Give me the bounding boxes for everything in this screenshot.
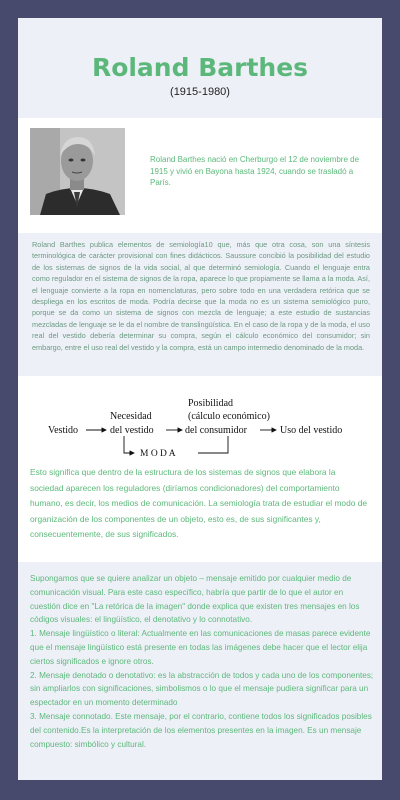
page-title: Roland Barthes [91,53,309,82]
bio-text: Roland Barthes nació en Cherburgo el 12 de noviembre de 1915 y vivió en Bayona hasta 1924, cuando se trasladó a París. [150,155,360,187]
messages-section [18,562,382,780]
diagram-posibilidad-2: (cálculo económico) [188,411,270,422]
life-years: (1915-1980) [170,86,230,98]
diagram-uso: Uso del vestido [280,425,343,436]
message-item-linguistic: 1. Mensaje lingüístico o literal: Actualmente en las comunicaciones de masas parece evidente que el mensaje lingüístico está presente en todas las imágenes debe hacer que el lector elija ciertos significados e ignore otros. [30,629,371,666]
portrait-illustration [30,128,125,215]
diagram-moda-arrow-left [124,436,134,453]
fashion-diagram-section [18,376,382,562]
message-item-denotative: 2. Mensaje denotado o denotativo: es la abstracción de todos y cada uno de los componentes; sin ampliarlos con significaciones, simbolismos o lo que el mensaje pudiera significar para un espectador en un momento determinado [30,670,374,708]
messages-intro: Supongamos que se quiere analizar un objeto – mensaje emitido por cualquier medio de comunicación visual. Para este caso específico, habría que partir de lo que el autor en cuestión dice en "La retórica de la imagen" donde explica que existen tres mensajes en los códigos visuales: el lingüístico, el denotativo y lo connotativo. [30,574,360,625]
fashion-diagram [18,384,382,464]
portrait-photo [30,128,125,215]
diagram-moda-line-right [198,436,228,453]
diagram-posibilidad-3: del consumidor [185,425,247,436]
diagram-posibilidad-1: Posibilidad [188,398,234,409]
header-section [18,18,382,118]
message-item-connotative: 3. Mensaje connotado. Este mensaje, por el contrario, contiene todos los significados posibles del contenido.Es la interpretación de los elementos presentes en la imagen. Es un mensaje compuesto: simbólico y cultural. [30,711,372,749]
diagram-necesidad-2: del vestido [110,425,154,436]
diagram-necesidad-1: Necesidad [110,411,152,422]
semiology-paragraph: Roland Barthes publica elementos de semiología10 que, más que otra cosa, son una síntesis terminológica de carácter provisional con fines didácticos. Saussure concibió la posibilidad del estudio de los sistemas de signos de la vida social, al que determinó semiología. Cuando el lenguaje entra como regulador en el sistema de signos de la ropa, aparece lo que propiamente se llama a la moda. Así, el lenguaje convierte a la ropa en nomenclaturas, pero sobre todo en una verdadera retórica que se despliega en los escritos de moda. Podría decirse que la moda no es un sistema semiológico puro, porque se da como un sistema de signos con mezcla de lenguaje; a este estudio de sustancias mezcladas de lenguaje se le da el nombre de translingüística. En el caso de la ropa y de la moda, el uso real del vestido debería determinar su compra, según el cálculo económico del consumidor; sin embargo, entre el uso real del vestido y la compra, está un campo intermedio denominado de la moda. [32,240,370,352]
semiology-section [18,233,382,376]
diagram-moda: M O D A [140,449,176,459]
messages-text [30,572,374,751]
structure-paragraph: Esto significa que dentro de la estructura de los sistemas de signos que elabora la sociedad aparecen los reguladores (diríamos condicionadores) del comportamiento humano, es decir, los medios de comunicación. La semiología trata de estudiar el modo de organización de los componentes de un objeto, esto es, de sus significantes y, consecuentemente, de sus significados. [30,467,368,539]
bio-section [18,118,382,233]
diagram-vestido: Vestido [48,425,78,436]
infographic-card [18,18,382,780]
